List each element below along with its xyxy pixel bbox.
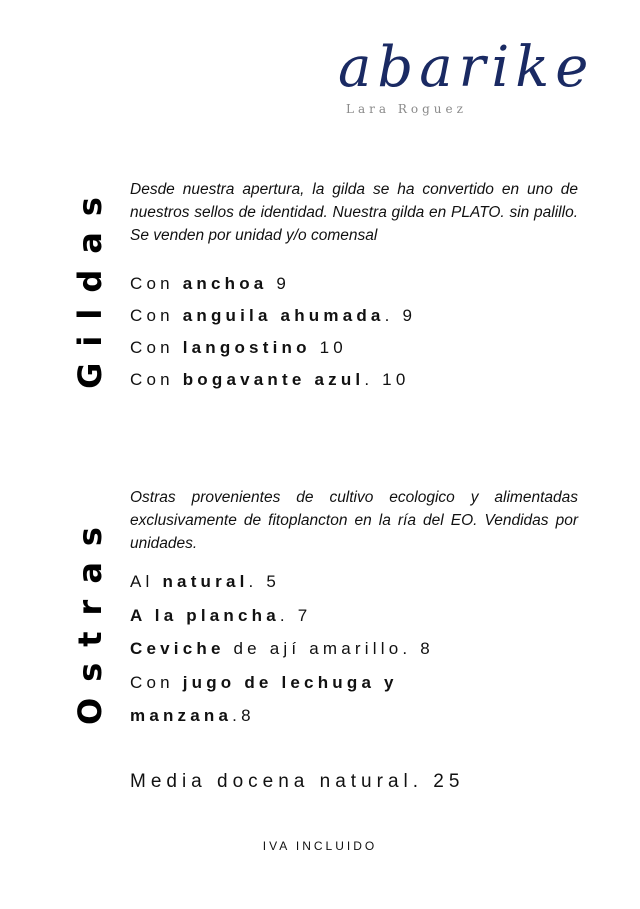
ostras-item: Al natural. 5 — [130, 572, 281, 591]
gildas-item: Con anguila ahumada. 9 — [130, 306, 417, 325]
gildas-item: Con langostino 10 — [130, 338, 347, 357]
half-dozen-offer: Media docena natural. 25 — [130, 771, 465, 792]
brand-name: abarike — [338, 35, 595, 100]
gildas-item: Con bogavante azul. 10 — [130, 370, 410, 389]
footer-note: IVA INCLUIDO — [262, 839, 378, 853]
gildas-item: Con anchoa 9 — [130, 274, 291, 293]
ostras-item: A la plancha. 7 — [130, 606, 312, 625]
brand-subtitle: Lara Roguez — [346, 102, 467, 116]
section-title-gildas: Gildas — [71, 181, 109, 389]
gildas-description: Desde nuestra apertura, la gilda se ha convertido en uno de nuestros sellos de identidad. Nuestra gilda en PLATO. sin palillo. Se venden por unidad y/o comensal — [130, 181, 578, 244]
ostras-item: manzana.8 — [130, 706, 255, 725]
ostras-description: Ostras provenientes de cultivo ecologico y alimentadas exclusivamente de fitoplancton en la ría del EO. Vendidas por unidades. — [130, 489, 578, 552]
brand-logo — [330, 35, 595, 130]
ostras-item: Con jugo de lechuga y — [130, 673, 398, 692]
ostras-item: Ceviche de ají amarillo. 8 — [130, 639, 434, 658]
section-title-ostras: Ostras — [71, 511, 109, 725]
